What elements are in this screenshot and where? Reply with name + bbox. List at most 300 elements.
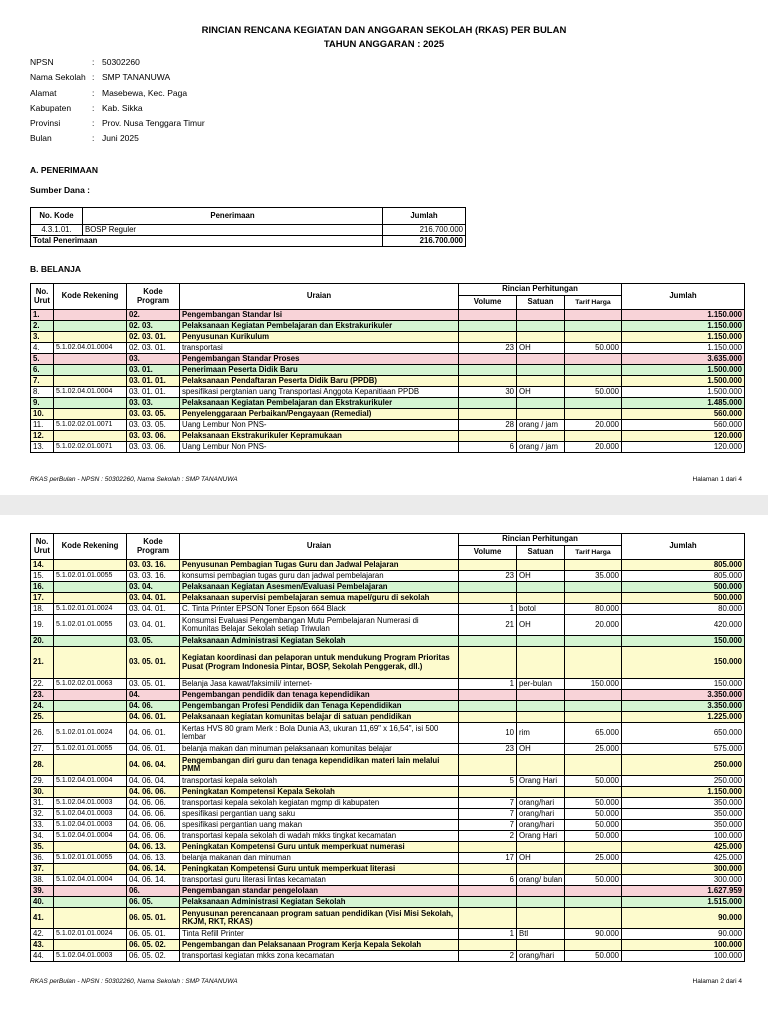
uraian-cell: transportasi kepala sekolah di wadah mkks tingkat kecamatan [180, 831, 459, 842]
table-row [31, 940, 745, 951]
header-tarif-harga: Tarif Harga [565, 296, 622, 310]
volume-cell: 7 [459, 798, 517, 809]
kode-rekening-cell [54, 321, 127, 332]
no-urut-cell: 42. [31, 929, 54, 940]
volume-cell [459, 582, 517, 593]
header-volume: Volume [459, 296, 517, 310]
uraian-cell: belanja makan dan minuman pelaksanaan komunitas belajar [180, 744, 459, 755]
uraian-cell: spesifikasi pergantian uang saku [180, 809, 459, 820]
no-urut-cell: 7. [31, 376, 54, 387]
kode-program-cell: 04. 06. 04. [127, 776, 180, 787]
no-urut-cell: 40. [31, 897, 54, 908]
jumlah-cell: 1.500.000 [622, 365, 745, 376]
kode-program-cell: 02. 03. 01. [127, 332, 180, 343]
tarif-cell [565, 376, 622, 387]
tarif-cell [565, 431, 622, 442]
jumlah-cell: 1.500.000 [622, 376, 745, 387]
satuan-cell: botol [517, 604, 565, 615]
kode-rekening-cell [54, 690, 127, 701]
kode-rekening-cell [54, 712, 127, 723]
table-row [31, 929, 745, 940]
volume-cell [459, 560, 517, 571]
kode-program-cell: 03. 04. [127, 582, 180, 593]
kode-rekening-cell [54, 842, 127, 853]
uraian-cell: C. Tinta Printer EPSON Toner Epson 664 Black [180, 604, 459, 615]
satuan-cell: OH [517, 853, 565, 864]
kode-program-cell: 03. 03. 06. [127, 431, 180, 442]
table-row [31, 679, 745, 690]
volume-cell: 23 [459, 343, 517, 354]
tarif-cell [565, 787, 622, 798]
uraian-cell: Pengembangan diri guru dan tenaga kependidikan materi lain melalui PMM [180, 755, 459, 776]
penerimaan-cell: BOSP Reguler [83, 225, 383, 236]
tarif-cell [565, 864, 622, 875]
uraian-cell: Pelaksanaan Kegiatan Pembelajaran dan Ekstrakurikuler [180, 321, 459, 332]
tarif-cell [565, 712, 622, 723]
no-urut-cell: 44. [31, 951, 54, 962]
kode-program-cell: 03. 03. 05. [127, 409, 180, 420]
satuan-cell [517, 365, 565, 376]
jumlah-cell: 1.515.000 [622, 897, 745, 908]
kode-rekening-cell: 5.1.02.02.01.0071 [54, 442, 127, 453]
table-row [31, 636, 745, 647]
satuan-cell: per-bulan [517, 679, 565, 690]
uraian-cell: Penyelenggaraan Perbaikan/Pengayaan (Remedial) [180, 409, 459, 420]
volume-cell: 30 [459, 387, 517, 398]
kode-program-cell: 04. 06. 06. [127, 798, 180, 809]
header-no-urut: No. Urut [31, 534, 54, 560]
header-no-urut: No. Urut [31, 284, 54, 310]
kode-program-cell: 03. 04. 01. [127, 593, 180, 604]
uraian-cell: transportasi kepala sekolah kegiatan mgmp di kabupaten [180, 798, 459, 809]
kode-program-cell: 04. 06. 01. [127, 723, 180, 744]
kode-rekening-cell: 5.1.02.04.01.0004 [54, 387, 127, 398]
satuan-cell: orang/hari [517, 951, 565, 962]
table-row [31, 376, 745, 387]
kode-program-cell: 04. 06. 13. [127, 842, 180, 853]
satuan-cell [517, 755, 565, 776]
table-row [31, 343, 745, 354]
tarif-cell [565, 897, 622, 908]
kode-program-cell: 04. 06. 06. [127, 809, 180, 820]
kode-program-cell: 06. 05. 02. [127, 951, 180, 962]
volume-cell [459, 310, 517, 321]
volume-cell [459, 431, 517, 442]
document-title: RINCIAN RENCANA KEGIATAN DAN ANGGARAN SEKOLAH (RKAS) PER BULAN [201, 25, 567, 36]
jumlah-cell: 500.000 [622, 593, 745, 604]
jumlah-cell: 1.150.000 [622, 787, 745, 798]
uraian-cell: spesifikasi pergantian uang makan [180, 820, 459, 831]
uraian-cell: Pelaksanaan kegiatan komunitas belajar di satuan pendidikan [180, 712, 459, 723]
uraian-cell: Pelaksanaan Pendaftaran Peserta Didik Baru (PPDB) [180, 376, 459, 387]
document-page-1 [0, 0, 768, 495]
kode-program-cell: 02. 03. 01. [127, 343, 180, 354]
uraian-cell: Pelaksanaan Ekstrakurikuler Kepramukaan [180, 431, 459, 442]
volume-cell: 2 [459, 831, 517, 842]
satuan-cell [517, 690, 565, 701]
volume-cell: 6 [459, 875, 517, 886]
table-row [31, 398, 745, 409]
volume-cell [459, 332, 517, 343]
table-row [31, 886, 745, 897]
kode-rekening-cell [54, 376, 127, 387]
satuan-cell: orang/hari [517, 798, 565, 809]
penerimaan-table [30, 207, 466, 247]
tarif-cell: 50.000 [565, 343, 622, 354]
table-row [31, 842, 745, 853]
header-tarif-harga: Tarif Harga [565, 546, 622, 560]
uraian-cell: Belanja Jasa kawat/faksimili/ internet- [180, 679, 459, 690]
info-value: Masebewa, Kec. Paga [102, 87, 188, 98]
table-row [31, 701, 745, 712]
jumlah-cell: 420.000 [622, 615, 745, 636]
satuan-cell: orang/ bulan [517, 875, 565, 886]
kode-rekening-cell [54, 636, 127, 647]
kode-rekening-cell: 5.1.02.04.01.0004 [54, 776, 127, 787]
volume-cell [459, 864, 517, 875]
no-urut-cell: 9. [31, 398, 54, 409]
no-urut-cell: 5. [31, 354, 54, 365]
kode-program-cell: 04. 06. 06. [127, 831, 180, 842]
kode-program-cell: 03. 01. [127, 365, 180, 376]
uraian-cell: Peningkatan Kompetensi Kepala Sekolah [180, 787, 459, 798]
kode-program-cell: 04. 06. 06. [127, 820, 180, 831]
jumlah-cell: 250.000 [622, 776, 745, 787]
table-row [31, 690, 745, 701]
jumlah-cell: 100.000 [622, 951, 745, 962]
header-kode-rekening: Kode Rekening [54, 534, 127, 560]
header-kode-program: Kode Program [127, 284, 180, 310]
jumlah-cell: 1.150.000 [622, 321, 745, 332]
table-row [31, 420, 745, 431]
kode-program-cell: 04. 06. 01. [127, 744, 180, 755]
tarif-cell: 20.000 [565, 442, 622, 453]
tarif-cell: 50.000 [565, 831, 622, 842]
tarif-cell [565, 647, 622, 679]
jumlah-cell: 1.150.000 [622, 310, 745, 321]
table-row [31, 409, 745, 420]
table-row [31, 310, 745, 321]
kode-program-cell: 04. [127, 690, 180, 701]
kode-program-cell: 02. 03. [127, 321, 180, 332]
tarif-cell: 25.000 [565, 853, 622, 864]
jumlah-cell: 120.000 [622, 431, 745, 442]
satuan-cell: Orang Hari [517, 831, 565, 842]
volume-cell [459, 701, 517, 712]
uraian-cell: Pelaksanaan Administrasi Kegiatan Sekolah [180, 897, 459, 908]
kode-program-cell: 03. 03. 16. [127, 571, 180, 582]
header-volume: Volume [459, 546, 517, 560]
info-row [30, 101, 205, 116]
kode-rekening-cell: 5.1.02.04.01.0004 [54, 875, 127, 886]
jumlah-cell: 100.000 [622, 831, 745, 842]
no-urut-cell: 17. [31, 593, 54, 604]
info-value: Prov. Nusa Tenggara Timur [102, 118, 205, 129]
jumlah-cell: 3.350.000 [622, 701, 745, 712]
footer-page-number: Halaman 2 dari 4 [692, 978, 742, 985]
info-value: 50302260 [102, 57, 140, 67]
uraian-cell: Pelaksanaan Administrasi Kegiatan Sekolah [180, 636, 459, 647]
satuan-cell [517, 560, 565, 571]
info-label: Nama Sekolah [30, 72, 86, 83]
no-urut-cell: 28. [31, 755, 54, 776]
kode-rekening-cell [54, 755, 127, 776]
kode-rekening-cell: 5.1.02.04.01.0003 [54, 951, 127, 962]
kode-program-cell: 03. 03. 05. [127, 420, 180, 431]
no-urut-cell: 10. [31, 409, 54, 420]
no-urut-cell: 11. [31, 420, 54, 431]
no-urut-cell: 15. [31, 571, 54, 582]
kode-program-cell: 04. 06. 04. [127, 755, 180, 776]
footer-page-number: Halaman 1 dari 4 [692, 476, 742, 483]
uraian-cell: Pelaksanaan supervisi pembelajaran semua mapel/guru di sekolah [180, 593, 459, 604]
kode-rekening-cell: 5.1.02.04.01.0003 [54, 798, 127, 809]
uraian-cell: Peningkatan Kompetensi Guru untuk memperkuat literasi [180, 864, 459, 875]
jumlah-cell: 216.700.000 [383, 225, 466, 236]
kode-rekening-cell: 5.1.02.02.01.0071 [54, 420, 127, 431]
total-row [31, 236, 466, 247]
kode-rekening-cell [54, 365, 127, 376]
tarif-cell: 35.000 [565, 571, 622, 582]
info-label: Provinsi [30, 118, 61, 129]
table-row [31, 864, 745, 875]
kode-program-cell: 04. 06. 14. [127, 864, 180, 875]
tarif-cell [565, 365, 622, 376]
info-row [30, 131, 205, 146]
kode-program-cell: 03. 01. 01. [127, 376, 180, 387]
header-kode-rekening: Kode Rekening [54, 284, 127, 310]
jumlah-cell: 1.500.000 [622, 387, 745, 398]
jumlah-cell: 350.000 [622, 809, 745, 820]
no-urut-cell: 6. [31, 365, 54, 376]
kode-rekening-cell [54, 409, 127, 420]
no-urut-cell: 20. [31, 636, 54, 647]
tarif-cell [565, 560, 622, 571]
kode-rekening-cell [54, 908, 127, 929]
table-row [31, 712, 745, 723]
table-row [31, 582, 745, 593]
kode-rekening-cell [54, 864, 127, 875]
kode-rekening-cell: 5.1.02.04.01.0003 [54, 809, 127, 820]
table-row [31, 332, 745, 343]
kode-rekening-cell [54, 647, 127, 679]
tarif-cell [565, 321, 622, 332]
kode-rekening-cell [54, 354, 127, 365]
table-row [31, 787, 745, 798]
kode-rekening-cell [54, 332, 127, 343]
uraian-cell: Pengembangan pendidik dan tenaga kependidikan [180, 690, 459, 701]
kode-program-cell: 03. 05. 01. [127, 679, 180, 690]
jumlah-cell: 1.150.000 [622, 343, 745, 354]
table-row [31, 571, 745, 582]
table-row [31, 831, 745, 842]
uraian-cell: Tinta Refill Printer [180, 929, 459, 940]
no-urut-cell: 22. [31, 679, 54, 690]
volume-cell [459, 940, 517, 951]
tarif-cell: 65.000 [565, 723, 622, 744]
volume-cell: 23 [459, 571, 517, 582]
info-label: Kabupaten [30, 102, 72, 113]
tarif-cell: 50.000 [565, 776, 622, 787]
no-urut-cell: 2. [31, 321, 54, 332]
document-page-2 [0, 515, 768, 1024]
kode-rekening-cell [54, 431, 127, 442]
no-urut-cell: 39. [31, 886, 54, 897]
kode-rekening-cell: 5.1.02.01.01.0055 [54, 615, 127, 636]
jumlah-cell: 90.000 [622, 908, 745, 929]
no-urut-cell: 31. [31, 798, 54, 809]
table-row [31, 354, 745, 365]
no-urut-cell: 4. [31, 343, 54, 354]
satuan-cell [517, 940, 565, 951]
jumlah-cell: 100.000 [622, 940, 745, 951]
tarif-cell [565, 398, 622, 409]
volume-cell: 7 [459, 809, 517, 820]
table-row [31, 908, 745, 929]
kode-program-cell: 03. 05. 01. [127, 647, 180, 679]
satuan-cell [517, 897, 565, 908]
volume-cell: 1 [459, 679, 517, 690]
satuan-cell: OH [517, 615, 565, 636]
no-urut-cell: 21. [31, 647, 54, 679]
tarif-cell [565, 701, 622, 712]
kode-program-cell: 04. 06. 13. [127, 853, 180, 864]
tarif-cell: 50.000 [565, 875, 622, 886]
volume-cell: 5 [459, 776, 517, 787]
kode-rekening-cell: 5.1.02.04.01.0004 [54, 343, 127, 354]
header-jumlah: Jumlah [622, 534, 745, 560]
table-row [31, 225, 466, 236]
volume-cell: 7 [459, 820, 517, 831]
jumlah-cell: 350.000 [622, 798, 745, 809]
kode-rekening-cell: 5.1.02.02.01.0063 [54, 679, 127, 690]
volume-cell [459, 354, 517, 365]
satuan-cell [517, 582, 565, 593]
satuan-cell [517, 701, 565, 712]
no-urut-cell: 37. [31, 864, 54, 875]
volume-cell [459, 376, 517, 387]
volume-cell: 23 [459, 744, 517, 755]
satuan-cell [517, 636, 565, 647]
info-row [30, 86, 205, 101]
no-urut-cell: 1. [31, 310, 54, 321]
page-footer [30, 978, 742, 985]
tarif-cell [565, 940, 622, 951]
no-urut-cell: 32. [31, 809, 54, 820]
uraian-cell: Pelaksanaan Kegiatan Pembelajaran dan Ekstrakurikuler [180, 398, 459, 409]
kode-program-cell: 03. 03. [127, 398, 180, 409]
kode-program-cell: 04. 06. 06. [127, 787, 180, 798]
volume-cell: 2 [459, 951, 517, 962]
tarif-cell: 50.000 [565, 798, 622, 809]
satuan-cell [517, 310, 565, 321]
uraian-cell: Kegiatan koordinasi dan pelaporan untuk mendukung Program Prioritas Pusat (Program Indonesia Pintar, BOSP, Sekolah Penggerak, dll.) [180, 647, 459, 679]
uraian-cell: Pengembangan Standar Proses [180, 354, 459, 365]
jumlah-cell: 90.000 [622, 929, 745, 940]
table-row [31, 820, 745, 831]
satuan-cell: rim [517, 723, 565, 744]
uraian-cell: transportasi kegiatan mkks zona kecamatan [180, 951, 459, 962]
no-urut-cell: 23. [31, 690, 54, 701]
kode-rekening-cell [54, 593, 127, 604]
satuan-cell: Orang Hari [517, 776, 565, 787]
satuan-cell [517, 354, 565, 365]
kode-rekening-cell: 5.1.02.04.01.0003 [54, 820, 127, 831]
volume-cell: 21 [459, 615, 517, 636]
no-urut-cell: 25. [31, 712, 54, 723]
kode-program-cell: 03. 04. 01. [127, 615, 180, 636]
page-separator [0, 495, 768, 515]
satuan-cell [517, 376, 565, 387]
tarif-cell: 50.000 [565, 809, 622, 820]
satuan-cell [517, 908, 565, 929]
tarif-cell [565, 755, 622, 776]
header-satuan: Satuan [517, 546, 565, 560]
volume-cell [459, 897, 517, 908]
satuan-cell [517, 593, 565, 604]
tarif-cell [565, 409, 622, 420]
satuan-cell: OH [517, 571, 565, 582]
kode-rekening-cell: 5.1.02.04.01.0004 [54, 831, 127, 842]
volume-cell [459, 398, 517, 409]
uraian-cell: Pengembangan dan Pelaksanaan Program Kerja Kepala Sekolah [180, 940, 459, 951]
tarif-cell [565, 690, 622, 701]
uraian-cell: spesifikasi pergtanian uang Transportasi Anggota Kepanitiaan PPDB [180, 387, 459, 398]
no-urut-cell: 35. [31, 842, 54, 853]
no-urut-cell: 16. [31, 582, 54, 593]
table-row [31, 604, 745, 615]
kode-rekening-cell [54, 310, 127, 321]
uraian-cell: Uang Lembur Non PNS- [180, 442, 459, 453]
kode-rekening-cell [54, 701, 127, 712]
jumlah-cell: 80.000 [622, 604, 745, 615]
header-uraian: Uraian [180, 284, 459, 310]
footer-left: RKAS perBulan - NPSN : 50302260, Nama Sekolah : SMP TANANUWA [30, 476, 238, 483]
no-urut-cell: 18. [31, 604, 54, 615]
kode-program-cell: 03. 05. [127, 636, 180, 647]
tarif-cell: 50.000 [565, 387, 622, 398]
jumlah-cell: 150.000 [622, 647, 745, 679]
tarif-cell: 150.000 [565, 679, 622, 690]
uraian-cell: Peningkatan Kompetensi Guru untuk memperkuat numerasi [180, 842, 459, 853]
kode-rekening-cell [54, 787, 127, 798]
jumlah-cell: 425.000 [622, 842, 745, 853]
page-footer [30, 476, 742, 483]
jumlah-cell: 1.627.959 [622, 886, 745, 897]
volume-cell [459, 842, 517, 853]
header-uraian: Uraian [180, 534, 459, 560]
kode-rekening-cell [54, 582, 127, 593]
info-separator: : [92, 72, 95, 83]
kode-program-cell: 06. 05. [127, 897, 180, 908]
uraian-cell: Pengembangan Standar Isi [180, 310, 459, 321]
no-urut-cell: 38. [31, 875, 54, 886]
kode-rekening-cell: 5.1.02.01.01.0024 [54, 723, 127, 744]
jumlah-cell: 805.000 [622, 560, 745, 571]
no-urut-cell: 27. [31, 744, 54, 755]
uraian-cell: Kertas HVS 80 gram Merk : Bola Dunia A3, ukuran 11,69" x 16,54", isi 500 lembar [180, 723, 459, 744]
uraian-cell: Uang Lembur Non PNS- [180, 420, 459, 431]
jumlah-cell: 350.000 [622, 820, 745, 831]
uraian-cell: transportasi [180, 343, 459, 354]
tarif-cell: 50.000 [565, 951, 622, 962]
kode-rekening-cell: 5.1.02.01.01.0024 [54, 604, 127, 615]
volume-cell [459, 787, 517, 798]
volume-cell: 1 [459, 604, 517, 615]
document-subtitle: TAHUN ANGGARAN : 2025 [323, 39, 445, 50]
tarif-cell: 20.000 [565, 615, 622, 636]
header-penerimaan: Penerimaan [83, 208, 383, 225]
